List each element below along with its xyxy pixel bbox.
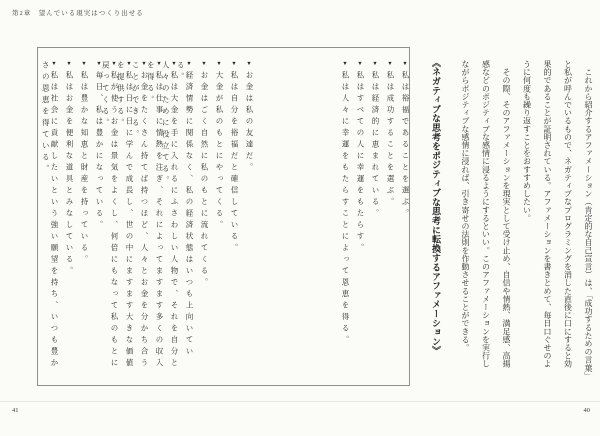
page-bottom-edge [0, 401, 600, 402]
body-text-line: ながらポジティブな感情に浸れば、引き寄せの法則を作動させることができる。 [461, 60, 470, 352]
triangle-bullet-icon: ▼ [111, 61, 117, 67]
affirmation-item [43, 61, 58, 371]
affirmation-text: 私が使うお金は景気をよくし、何倍にもなって私のもとに戻ってくる。 [101, 61, 119, 370]
affirmation-item [223, 61, 238, 371]
body-text-line: 果的であることが証明されている。アファメーションを書きとめて、毎日口ぐせのよ [543, 60, 552, 368]
body-text-line: これから紹介するアファメーション（肯定的な自己宣言）は、「成功するための言葉」 [584, 60, 593, 380]
affirmation-text: 私は経済的に恵まれている。 [371, 71, 380, 221]
affirmation-text: 大金が私のもとにやってくる。 [215, 71, 224, 232]
affirmation-item [238, 61, 253, 371]
affirmation-text: 私は大金を手に入れるにふさわしい人物で、それを自分と人々のために役立てる。 [161, 61, 179, 370]
affirmation-text: 私は豊かな知恵と財産を持っている。 [80, 71, 89, 267]
triangle-bullet-icon: ▼ [171, 61, 177, 67]
affirmation-text: 毎日、私は豊かになっている。 [95, 71, 104, 232]
page40-body-text [451, 60, 595, 386]
triangle-bullet-icon: ▼ [342, 61, 348, 67]
affirmation-text: 私はお金を便利な道具とみなしている。 [65, 71, 74, 278]
triangle-bullet-icon: ▼ [357, 61, 363, 67]
triangle-bullet-icon: ▼ [402, 61, 408, 67]
affirmation-text: お金は私の友達だ。 [245, 71, 254, 175]
affirmation-group-page40 [334, 61, 409, 371]
triangle-bullet-icon: ▼ [156, 61, 162, 67]
affirmation-text: 私は日に日に学んで成長し、世の中にますます大きな価値を提供する。 [116, 61, 134, 370]
page-number-right: 40 [583, 407, 590, 414]
triangle-bullet-icon: ▼ [81, 61, 87, 67]
affirmation-item [58, 61, 73, 371]
affirmation-box [37, 47, 410, 386]
triangle-bullet-icon: ▼ [126, 61, 132, 67]
affirmation-text: 経済情勢に関係なく、私の経済状態はいつも上向いている。 [176, 61, 194, 359]
affirmation-item [208, 61, 223, 371]
body-text-line: と私が呼んでいるもので、ネガティブなプログラミングを消した直後に口にすると効 [563, 60, 573, 368]
affirmation-item [334, 61, 349, 371]
section-heading: 《ネガティブな思考をポジティブな思考に転換するアファメーション》 [431, 58, 441, 356]
body-text-line: 感などのポジティブな感情に浸るようにするといい。このアファメーションを実行し [481, 60, 491, 368]
affirmation-text: 私はすべての人に幸運をもたらす。 [356, 71, 365, 255]
affirmation-text: 私は自分を裕福だと確信している。 [230, 71, 239, 255]
affirmation-item [178, 61, 193, 371]
triangle-bullet-icon: ▼ [372, 61, 378, 67]
affirmation-item [163, 61, 178, 371]
affirmation-item [364, 61, 379, 371]
triangle-bullet-icon: ▼ [96, 61, 102, 67]
triangle-bullet-icon: ▼ [201, 61, 207, 67]
triangle-bullet-icon: ▼ [216, 61, 222, 67]
affirmation-item [379, 61, 394, 371]
triangle-bullet-icon: ▼ [51, 61, 57, 67]
affirmation-item [193, 61, 208, 371]
page-number-left: 41 [12, 407, 19, 414]
triangle-bullet-icon: ▼ [231, 61, 237, 67]
triangle-bullet-icon: ▼ [246, 61, 252, 67]
body-text-line: その際、そのアファメーションを現実として受け止め、自信や情熱、満足感、高揚 [502, 60, 511, 368]
affirmation-text: 私は裕福であることを選ぶ。 [401, 71, 410, 221]
affirmation-text: 私は社会に貢献したいという強い願望を持ち、いつも豊かさの恩恵を得ている。 [41, 61, 59, 370]
body-text-line: うに何度も繰り返すことをおすすめしたい。 [522, 60, 532, 222]
affirmation-text: お金はごく自然に私のもとに流れてくる。 [200, 71, 209, 290]
affirmation-item [394, 61, 409, 371]
triangle-bullet-icon: ▼ [141, 61, 147, 67]
affirmation-text: 私は成功することを選ぶ。 [386, 71, 395, 209]
affirmation-text: 私は人々に幸運をもたらすことによって恩恵を得る。 [341, 71, 350, 347]
affirmation-item [73, 61, 88, 371]
triangle-bullet-icon: ▼ [66, 61, 72, 67]
triangle-bullet-icon: ▼ [186, 61, 192, 67]
affirmation-text: お金をたくさん持てば持つほど、人々とお金を分かち合うことができる。 [131, 61, 149, 370]
affirmation-item [349, 61, 364, 371]
running-head: 第2章 望んでいる現実はつくり出せる [12, 10, 144, 17]
affirmation-group-page41 [43, 61, 253, 371]
triangle-bullet-icon: ▼ [387, 61, 393, 67]
affirmation-text: 私は仕事に情熱を注ぎ、それによってますます多くの収入を得る。 [146, 61, 164, 370]
affirmation-item [133, 61, 148, 371]
